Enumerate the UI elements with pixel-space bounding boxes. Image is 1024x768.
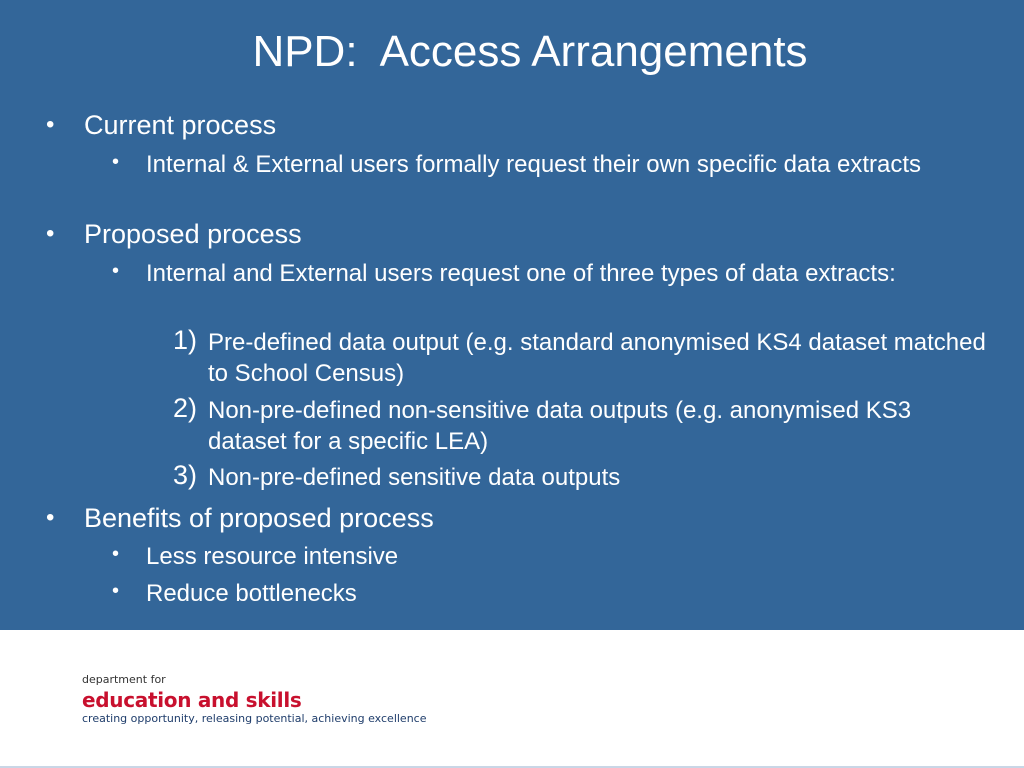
item-number: 1) [173,325,198,355]
bullet-icon: • [112,543,120,565]
bullet-icon: • [46,504,55,531]
numbered-item-3 [173,460,988,493]
bullet-benefits [46,503,434,533]
dfes-logo [82,673,426,725]
sub-bullet-text: Internal & External users formally request their own specific data extracts [146,151,922,178]
bullet-label: Proposed process [84,219,302,249]
sub-bullet-reduce-bottlenecks [112,578,986,609]
item-number: 3) [173,460,198,490]
sub-bullet-text: Internal and External users request one of three types of data extracts: [146,260,896,287]
bullet-icon: • [112,260,120,282]
bullet-proposed-process [46,219,302,249]
sub-bullet-text: Reduce bottlenecks [146,580,357,607]
bullet-icon: • [46,220,55,247]
bullet-label: Benefits of proposed process [84,503,434,533]
bullet-icon: • [112,580,120,602]
sub-bullet-current-request [112,149,986,180]
slide-footer [0,630,1024,768]
bullet-label: Current process [84,110,277,140]
item-text: Non-pre-defined non-sensitive data outputs (e.g. anonymised KS3 dataset for a specific LEA) [208,397,912,455]
item-number: 2) [173,393,198,423]
item-text: Pre-defined data output (e.g. standard anonymised KS4 dataset matched to School Census) [208,329,986,387]
bullet-current-process [46,110,277,140]
logo-name-text: education and skills [82,688,302,712]
logo-tagline-text: creating opportunity, releasing potential, achieving excellence [82,712,427,725]
slide-title: NPD: Access Arrangements [252,27,808,76]
logo-department-text: department for [82,673,166,686]
bullet-icon: • [46,111,55,138]
item-text: Non-pre-defined sensitive data outputs [208,464,621,491]
numbered-item-1 [173,325,988,389]
sub-bullet-text: Less resource intensive [146,543,399,570]
sub-bullet-proposed-request [112,258,986,289]
sub-bullet-less-resource [112,541,986,572]
numbered-item-2 [173,393,988,457]
bullet-icon: • [112,151,120,173]
